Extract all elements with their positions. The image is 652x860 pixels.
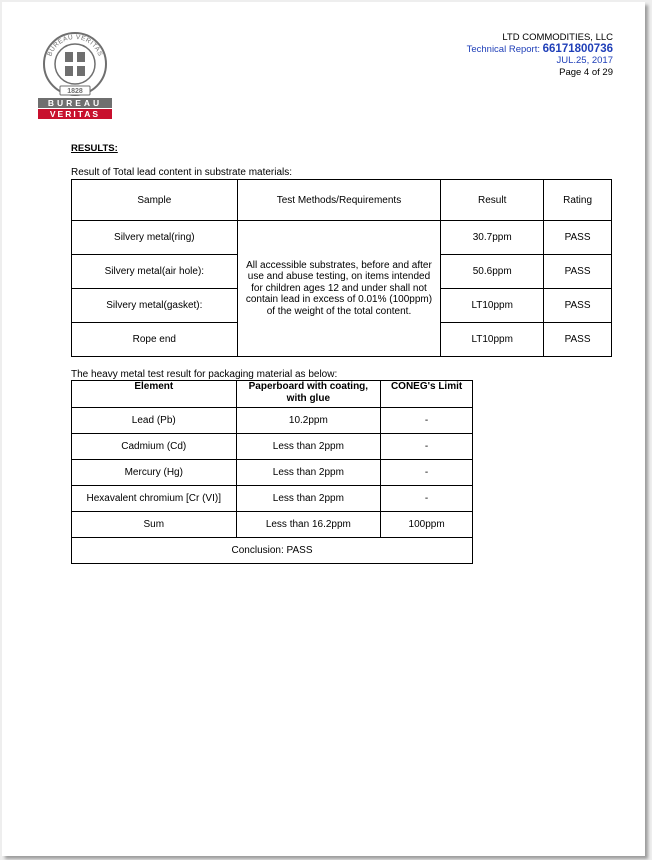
page-number: Page 4 of 29 — [559, 66, 613, 78]
result-cell: 50.6ppm — [441, 255, 544, 289]
value-cell: Less than 2ppm — [236, 486, 381, 512]
logo-year: 1828 — [67, 88, 83, 95]
table-row — [72, 434, 473, 460]
result-cell: LT10ppm — [441, 289, 544, 323]
lead-content-table — [71, 179, 612, 357]
value-cell: Less than 2ppm — [236, 460, 381, 486]
element-cell: Hexavalent chromium [Cr (VI)] — [72, 486, 237, 512]
table-header-row — [72, 180, 612, 221]
table-header-row — [72, 381, 473, 408]
document-page — [2, 2, 645, 856]
element-cell: Sum — [72, 512, 237, 538]
header-coneg-limit: CONEG's Limit — [381, 381, 473, 408]
element-cell: Cadmium (Cd) — [72, 434, 237, 460]
table-row — [72, 221, 612, 255]
table-row — [72, 460, 473, 486]
value-cell: Less than 16.2ppm — [236, 512, 381, 538]
heavy-metal-table — [71, 380, 473, 564]
result-cell: LT10ppm — [441, 323, 544, 357]
header-element: Element — [72, 381, 237, 408]
header-rating: Rating — [544, 180, 612, 221]
table-row — [72, 486, 473, 512]
requirement-cell: All accessible substrates, before and after use and abuse testing, on items intended for children ages 12 and under shall not contain lead in excess of 0.01% (100ppm) of the weight of the total content. — [237, 221, 441, 357]
report-header — [467, 32, 613, 78]
limit-cell: - — [381, 460, 473, 486]
report-date: JUL.25, 2017 — [556, 55, 613, 66]
conclusion-cell: Conclusion: PASS — [72, 538, 473, 564]
sample-cell: Rope end — [72, 323, 238, 357]
element-cell: Lead (Pb) — [72, 408, 237, 434]
rating-cell: PASS — [544, 255, 612, 289]
heavy-metal-caption: The heavy metal test result for packaging material as below: — [71, 369, 338, 380]
result-cell: 30.7ppm — [441, 221, 544, 255]
report-line — [467, 44, 613, 56]
conclusion-row — [72, 538, 473, 564]
logo-word-bureau: BUREAU — [47, 98, 103, 108]
header-sample: Sample — [72, 180, 238, 221]
rating-cell: PASS — [544, 323, 612, 357]
header-test-methods: Test Methods/Requirements — [237, 180, 441, 221]
header-paperboard: Paperboard with coating, with glue — [236, 381, 381, 408]
logo-word-veritas: VERITAS — [49, 109, 101, 119]
table-row — [72, 408, 473, 434]
report-number: 66171800736 — [542, 42, 613, 55]
report-label: Technical Report: — [466, 43, 540, 55]
rating-cell: PASS — [544, 289, 612, 323]
results-title: RESULTS: — [71, 143, 118, 154]
company-name: LTD COMMODITIES, LLC — [502, 32, 613, 43]
bureau-veritas-logo — [38, 30, 112, 122]
limit-cell: - — [381, 434, 473, 460]
sample-cell: Silvery metal(ring) — [72, 221, 238, 255]
header-result: Result — [441, 180, 544, 221]
sample-cell: Silvery metal(gasket): — [72, 289, 238, 323]
logo-ring-text: BUREAU VERITAS — [46, 33, 104, 58]
lead-table-caption: Result of Total lead content in substrate materials: — [71, 167, 293, 178]
limit-cell: 100ppm — [381, 512, 473, 538]
table-row — [72, 512, 473, 538]
element-cell: Mercury (Hg) — [72, 460, 237, 486]
rating-cell: PASS — [544, 221, 612, 255]
limit-cell: - — [381, 408, 473, 434]
sample-cell: Silvery metal(air hole): — [72, 255, 238, 289]
value-cell: Less than 2ppm — [236, 434, 381, 460]
limit-cell: - — [381, 486, 473, 512]
value-cell: 10.2ppm — [236, 408, 381, 434]
